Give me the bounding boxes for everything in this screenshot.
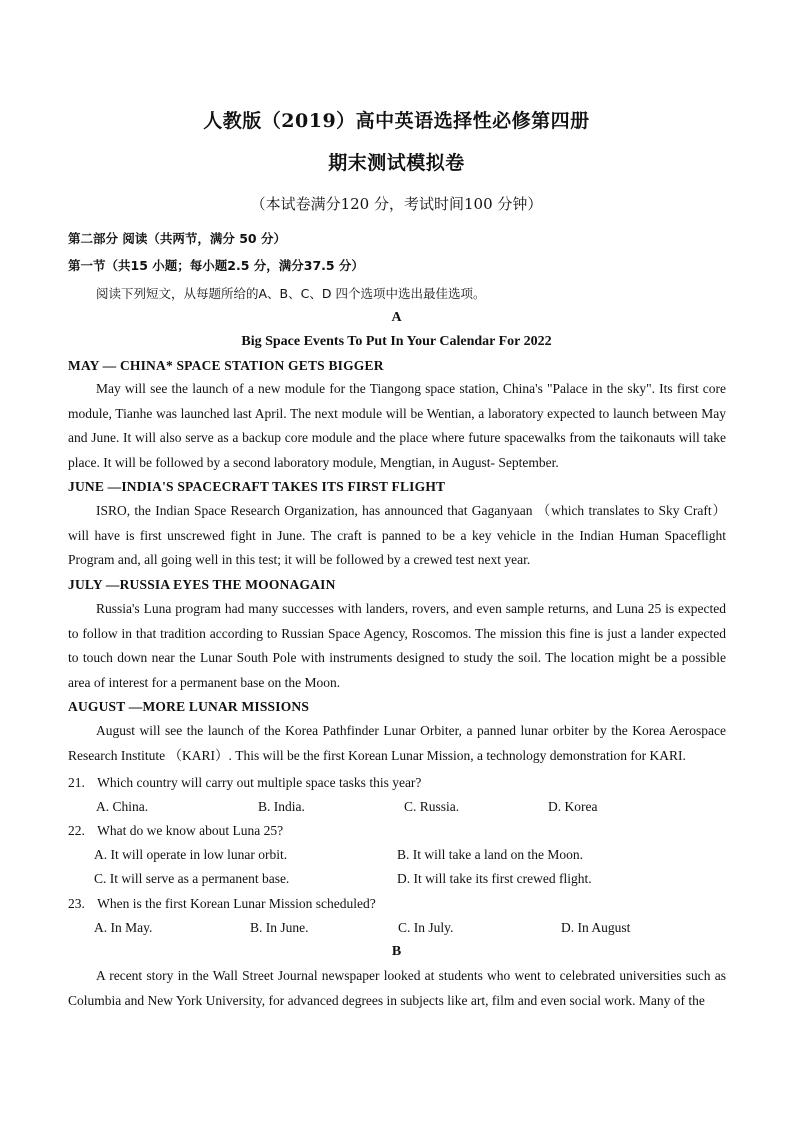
block-paragraph: ISRO, the Indian Space Research Organization, has announced that Gaganyaan （which translates to Sky Craft） will have is first unscrewed fight in June. The craft is panned to be a key vehicle in the Indian Human Spaceflight Program and, all going well in this test; it will be followed by a crewed test next year. xyxy=(68,503,726,567)
option-a[interactable]: A. In May. xyxy=(94,920,153,935)
part-heading: 第二部分 阅读（共两节，满分 50 分） xyxy=(68,231,286,246)
question-number: 21. xyxy=(68,775,85,790)
option-b[interactable]: B. It will take a land on the Moon. xyxy=(397,847,583,862)
exam-subtitle: 期末测试模拟卷 xyxy=(328,152,465,174)
block-paragraph: Russia's Luna program had many successes with landers, rovers, and even sample returns, and Luna 25 is expected to follow in that tradition according to Russian Space Agency, Roscomos. The mission this fine is just a lander expected to touch down near the Lunar South Pole with instruments designed to study the soil. The location might be a possible area of interest for a permanent base on the Moon. xyxy=(68,601,726,690)
question-21 xyxy=(68,775,421,791)
block-paragraph: May will see the launch of a new module for the Tiangong space station, China's "Palace in the sky". Its first core module, Tianhe was launched last April. The next module will be Wentian, a laboratory expected to launch between May and June. It will also serve as a backup core module and the place where future spacewalks from the taikonauts will take place. It will be followed by a second laboratory module, Mengtian, in August- September. xyxy=(68,381,726,470)
passage-b-letter: B xyxy=(391,944,402,959)
option-a[interactable]: A. It will operate in low lunar orbit. xyxy=(94,847,288,862)
question-23 xyxy=(68,896,376,912)
exam-title: 人教版（2019）高中英语选择性必修第四册 xyxy=(203,110,590,132)
question-number: 23. xyxy=(68,896,85,911)
instruction-text: 阅读下列短文，从每题所给的A、B、C、D 四个选项中选出最佳选项。 xyxy=(96,286,486,301)
option-d[interactable]: D. Korea xyxy=(548,799,598,814)
question-number: 22. xyxy=(68,823,85,838)
block-heading: AUGUST —MORE LUNAR MISSIONS xyxy=(68,699,310,714)
block-heading: JUNE —INDIA'S SPACECRAFT TAKES ITS FIRST FLIGHT xyxy=(68,479,446,494)
option-d[interactable]: D. In August xyxy=(561,920,631,935)
subsection-heading: 第一节（共15 小题；每小题2.5 分，满分37.5 分） xyxy=(68,258,364,273)
option-b[interactable]: B. In June. xyxy=(250,920,309,935)
passage-b-paragraph: A recent story in the Wall Street Journal newspaper looked at students who went to celebrated universities such as Columbia and New York University, for advanced degrees in subjects like art, film and even social work. Many of the xyxy=(68,968,726,1008)
question-stem: Which country will carry out multiple space tasks this year? xyxy=(97,775,422,790)
question-22 xyxy=(68,823,283,839)
block-paragraph: August will see the launch of the Korea Pathfinder Lunar Orbiter, a panned lunar orbiter by the Korea Aerospace Research Institute （KARI）. This will be the first Korean Lunar Mission, a technology demonstration for KARI. xyxy=(68,723,726,763)
passage-a-title: Big Space Events To Put In Your Calendar For 2022 xyxy=(241,334,552,349)
option-b[interactable]: B. India. xyxy=(258,799,305,814)
block-heading: JULY —RUSSIA EYES THE MOONAGAIN xyxy=(68,577,336,592)
question-stem: When is the first Korean Lunar Mission scheduled? xyxy=(97,896,376,911)
passage-a-letter: A xyxy=(391,310,402,325)
exam-note: （本试卷满分120 分，考试时间100 分钟） xyxy=(250,195,543,213)
option-a[interactable]: A. China. xyxy=(96,799,149,814)
option-c[interactable]: C. It will serve as a permanent base. xyxy=(94,871,290,886)
option-d[interactable]: D. It will take its first crewed flight. xyxy=(397,871,592,886)
option-c[interactable]: C. In July. xyxy=(398,920,454,935)
question-stem: What do we know about Luna 25? xyxy=(97,823,284,838)
block-heading: MAY — CHINA* SPACE STATION GETS BIGGER xyxy=(68,358,384,373)
option-c[interactable]: C. Russia. xyxy=(404,799,460,814)
